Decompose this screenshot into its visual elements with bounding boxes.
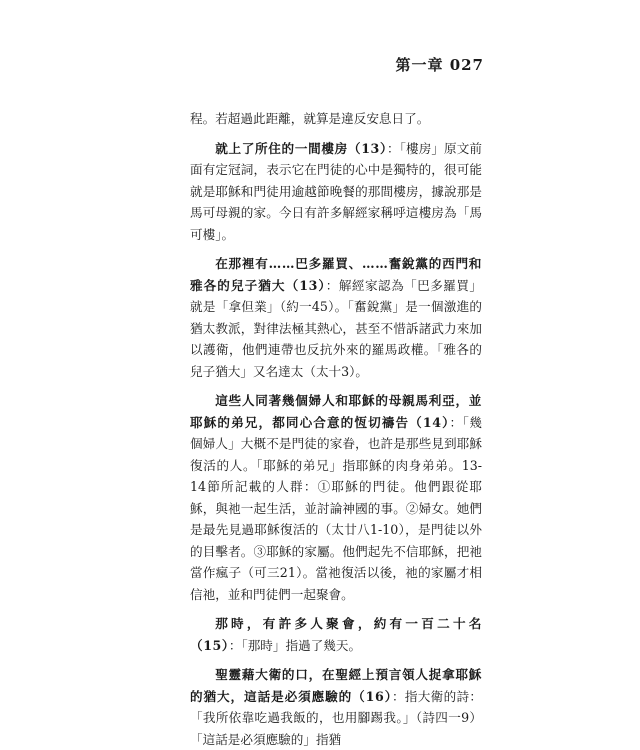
commentary-paragraph: [190, 613, 482, 656]
commentary-paragraph: [190, 664, 482, 750]
commentary-text: ：「幾個婦人」大概不是門徒的家眷，也許是那些見到耶穌復活的人。「耶穌的弟兄」指耶穌的肉身弟弟。13-14節所記載的人群：①耶穌的門徒。他們跟從耶穌，與祂一起生活，並討論神國的事。②婦女。她們是最先見過耶穌復活的（太廿八1-10），是門徒以外的目擊者。③耶穌的家屬。他們起先不信耶穌，把祂當作瘋子（可三21）。當祂復活以後，祂的家屬才相信祂，並和門徒們一起聚會。: [190, 414, 482, 602]
commentary-text: ：「那時」指過了幾天。: [228, 637, 362, 653]
verse-lead: 聖靈藉大衛的口，在聖經上預言領人捉拿耶穌的猶大，這話是必須應驗的（16）: [190, 667, 482, 704]
commentary-text: ：「樓房」原文前面有定冠詞，表示它在門徒的心中是獨特的，很可能就是耶穌和門徒用逾越節晚餐的那間樓房，據說那是馬可母親的家。今日有許多解經家稱呼這樓房為「馬可樓」。: [190, 140, 482, 242]
verse-lead: 就上了所住的一間樓房（13）: [215, 140, 387, 156]
page-number: 027: [449, 56, 484, 74]
body-text: [190, 108, 482, 750]
commentary-paragraph: [190, 138, 482, 246]
commentary-paragraph: [190, 253, 482, 382]
commentary-text: ：解經家認為「巴多羅買」就是「拿但業」（約一45）。「奮銳黨」是一個激進的猶太教派，對律法極其熱心，甚至不惜訴諸武力來加以護衛，他們連帶也反抗外來的羅馬政權。「雅各的兒子猶大」又名達太（太十3）。: [190, 277, 483, 379]
paragraph-continuation: 程。若超過此距離，就算是違反安息日了。: [190, 111, 430, 126]
verse-lead: 那時，有許多人聚會，約有一百二十名（15）: [190, 616, 482, 653]
commentary-paragraph: [190, 390, 482, 605]
verse-lead: 這些人同著幾個婦人和耶穌的母親馬利亞，並耶穌的弟兄，都同心合意的恆切禱告（14）: [190, 393, 482, 430]
chapter-title: 第一章: [395, 56, 444, 74]
running-header: [395, 54, 484, 75]
commentary-text: ：指大衛的詩：「我所依靠吃過我飯的，也用腳踢我。」（詩四一9）「這話是必須應驗的」指猶: [190, 688, 483, 747]
verse-lead: 在那裡有……巴多羅買、……奮銳黨的西門和雅各的兒子猶大（13）: [190, 256, 482, 293]
